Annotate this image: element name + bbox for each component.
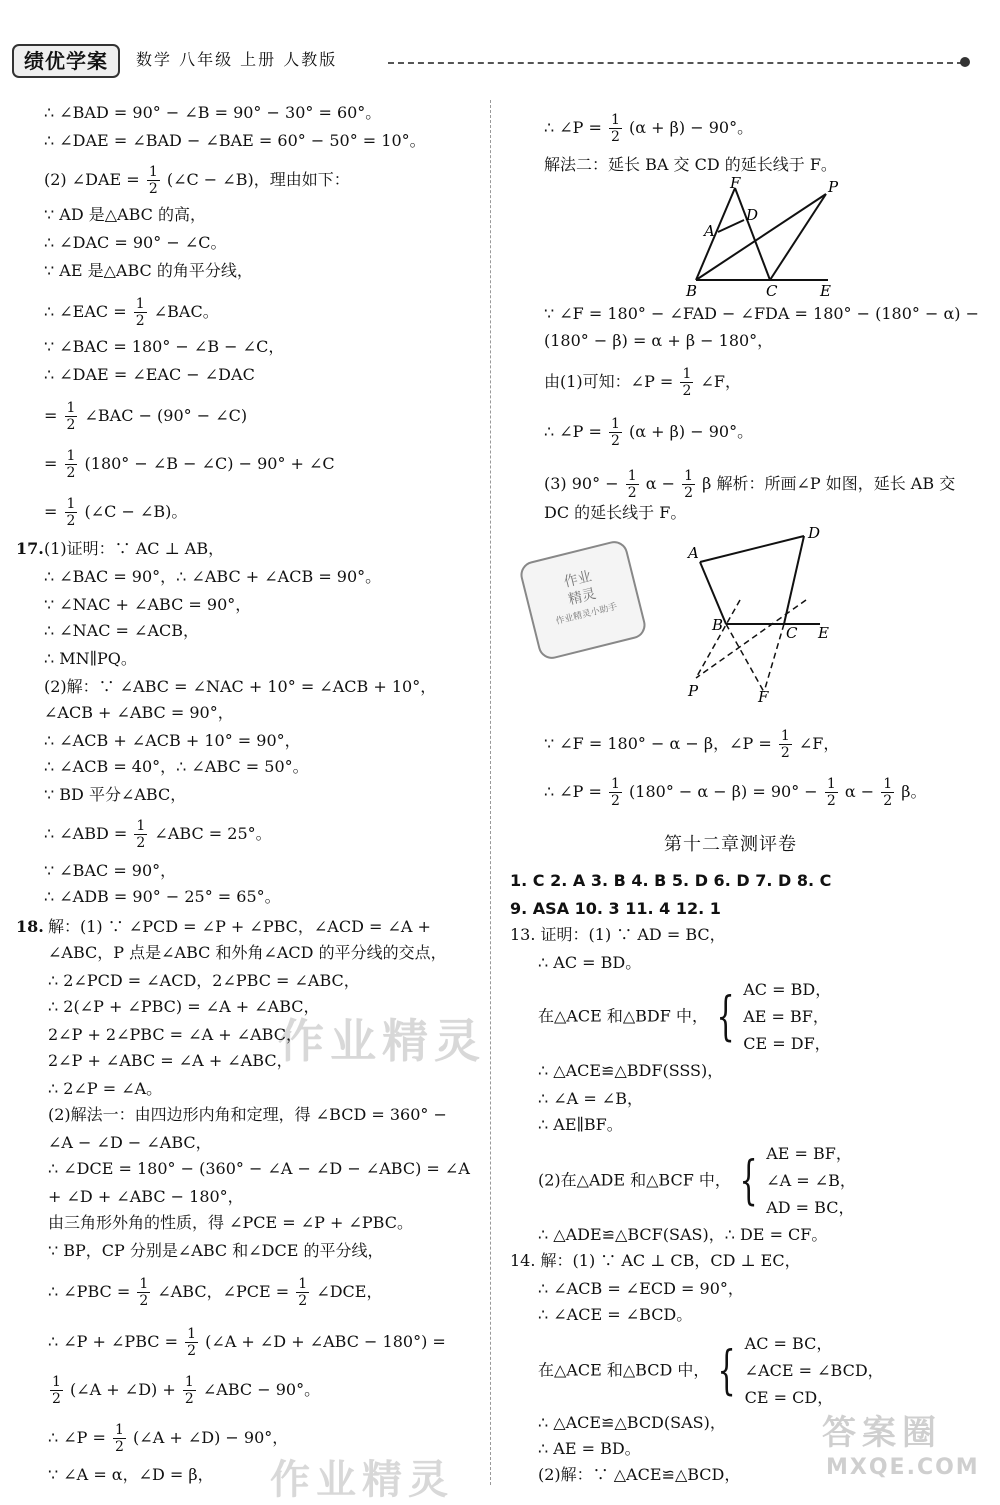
text-line: ∴ ∠ACB + ∠ACB + 10° = 90°， [44, 731, 301, 750]
text-line: ∴ AC = BD。 [538, 953, 642, 972]
text-line: ∵ AE 是△ABC 的角平分线， [44, 261, 253, 280]
fraction [825, 776, 838, 809]
fraction [881, 776, 894, 809]
system-rows [766, 1140, 856, 1221]
text-segment: (3) 90° − [544, 474, 619, 493]
text-line: ∴ AE = BD。 [538, 1439, 641, 1458]
text-line: ∴ ∠ACB = 40°，∴ ∠ABC = 50°。 [44, 757, 309, 776]
numerator: 1 [780, 728, 790, 744]
label-D: D [808, 524, 821, 542]
system-rows [743, 976, 831, 1057]
fraction [682, 468, 695, 501]
text-segment: 由(1)可知：∠P = [544, 372, 674, 391]
text-segment: (∠C − ∠B)，理由如下： [166, 170, 350, 189]
denominator: 2 [611, 793, 620, 809]
geometry-figure-2 [680, 524, 850, 704]
text-line: 14. 解：(1) ∵ AC ⊥ CB，CD ⊥ EC， [510, 1251, 801, 1270]
text-line: 2∠P + 2∠PBC = ∠A + ∠ABC， [48, 1025, 302, 1044]
denominator: 2 [52, 1391, 61, 1407]
text-segment: ∠BAC − (90° − ∠C) [84, 406, 248, 425]
text-line: ∵ BP，CP 分别是∠ABC 和∠DCE 的平分线， [48, 1241, 384, 1260]
fraction [65, 400, 78, 433]
denominator: 2 [187, 1343, 196, 1359]
denominator: 2 [136, 835, 146, 851]
text-segment: = [44, 454, 58, 473]
fraction [65, 496, 78, 529]
text-line: ∴ ∠BAC = 90°，∴ ∠ABC + ∠ACB = 90°。 [44, 567, 382, 586]
text-line: (2)解法一：由四边形内角和定理，得 ∠BCD = 360° − [48, 1105, 447, 1124]
text-line: ∠A − ∠D − ∠ABC， [48, 1133, 212, 1152]
text-line-with-fraction [544, 776, 927, 809]
fraction [296, 1276, 309, 1309]
text-segment: ∠ABC − 90°。 [202, 1380, 321, 1399]
system-row: AC = BD， [743, 980, 832, 999]
system-row: ∠A = ∠B， [766, 1171, 856, 1190]
text-line: ∴ ∠DCE = 180° − (360° − ∠A − ∠D − ∠ABC) = ∠A [48, 1159, 470, 1178]
numerator: 1 [627, 468, 637, 484]
text-segment: = [44, 406, 58, 425]
label-C: C [786, 624, 798, 642]
text-line: 由三角形外角的性质，得 ∠PCE = ∠P + ∠PBC。 [48, 1213, 413, 1232]
fraction [609, 776, 622, 809]
question-number: 18. [16, 917, 44, 936]
text-line: 解：(1) ∵ ∠PCD = ∠P + ∠PBC，∠ACD = ∠A + [48, 917, 431, 936]
numerator: 1 [66, 496, 76, 512]
text-segment: ∠ABC = 25°。 [154, 824, 272, 843]
text-segment: ∠DCE， [316, 1282, 383, 1301]
denominator: 2 [883, 793, 893, 809]
text-line: (2)解：∵ ∠ABC = ∠NAC + 10° = ∠ACB + 10°， [44, 677, 437, 696]
text-line: ∴ ∠NAC = ∠ACB， [44, 621, 200, 640]
text-segment: β。 [901, 782, 927, 801]
text-line-with-fraction [544, 366, 741, 399]
text-segment: ∵ ∠F = 180° − α − β，∠P = [544, 734, 772, 753]
denominator: 2 [66, 513, 76, 529]
label-B: B [686, 282, 698, 300]
text-segment: ∠F， [798, 734, 840, 753]
fraction [147, 164, 160, 197]
line-AD [700, 536, 804, 562]
line-AB [700, 562, 726, 624]
numerator: 1 [611, 776, 620, 792]
fraction [779, 728, 792, 761]
text-segment: (180° − α − β) = 90° − [629, 782, 818, 801]
label-F: F [758, 688, 769, 704]
text-segment: (∠C − ∠B)。 [84, 502, 188, 521]
text-line: ∴ ∠ACE = ∠BCD。 [538, 1305, 693, 1324]
watermark-url: MXQE.COM [826, 1455, 980, 1480]
denominator: 2 [115, 1439, 124, 1455]
text-segment: α − [844, 782, 875, 801]
label-C: C [766, 282, 778, 300]
text-line: ∴ AE∥BF。 [538, 1115, 623, 1134]
geometry-figure-1 [680, 176, 850, 300]
fraction [680, 366, 693, 399]
text-line-with-fraction [48, 1326, 446, 1359]
brace-icon: { [717, 1340, 737, 1401]
fraction [137, 1276, 150, 1309]
numerator: 1 [883, 776, 893, 792]
text-segment: α − [645, 474, 676, 493]
text-segment: ∴ ∠ABD = [44, 824, 128, 843]
text-line: ∴ ∠A = ∠B， [538, 1089, 643, 1108]
watermark-center: 作业精灵 [278, 1014, 486, 1068]
answer-line: 1. C 2. A 3. B 4. B 5. D 6. D 7. D 8. C [510, 871, 832, 890]
denominator: 2 [684, 485, 694, 501]
text-segment: ∴ ∠P = [544, 422, 602, 441]
stamp-image [518, 538, 649, 662]
fraction [113, 1422, 126, 1455]
system-row: CE = CD， [744, 1388, 834, 1407]
text-segment: ∴ ∠PBC = [48, 1282, 131, 1301]
text-line: + ∠D + ∠ABC − 180°， [48, 1187, 244, 1206]
text-line: 2∠P + ∠ABC = ∠A + ∠ABC， [48, 1051, 293, 1070]
text-line-with-fraction [544, 468, 955, 501]
text-line: ∴ △ACE≌△BCD(SAS)， [538, 1413, 726, 1432]
text-line: ∵ AD 是△ABC 的高， [44, 205, 206, 224]
text-line: 13. 证明：(1) ∵ AD = BC， [510, 925, 726, 944]
system-row: ∠ACE = ∠BCD， [744, 1361, 884, 1380]
numerator: 1 [611, 416, 620, 432]
denominator: 2 [611, 129, 620, 145]
text-line-with-fraction [44, 448, 335, 481]
text-segment: (α + β) − 90°。 [629, 118, 754, 137]
text-segment: = [44, 502, 58, 521]
fraction [134, 296, 147, 329]
system-row: AE = BF， [743, 1007, 829, 1026]
text-line: ∴ 2∠P = ∠A。 [48, 1079, 163, 1098]
column-divider [490, 100, 491, 1485]
watermark-bottom: 作业精灵 [270, 1457, 454, 1503]
text-segment: ∴ ∠EAC = [44, 302, 127, 321]
text-line-with-fraction [544, 416, 753, 449]
fraction [65, 448, 78, 481]
line-BP-dashed [696, 600, 740, 678]
text-line: ∴ MN∥PQ。 [44, 649, 137, 668]
label-D: D [746, 206, 759, 224]
text-line: ∠ABC，P 点是∠ABC 和外角∠ACD 的平分线的交点， [48, 943, 447, 962]
text-line: ∴ ∠DAC = 90° − ∠C。 [44, 233, 227, 252]
text-segment: (α + β) − 90°。 [629, 422, 754, 441]
denominator: 2 [780, 745, 790, 761]
question-number: 17. [16, 539, 44, 558]
system-row: AD = BC， [766, 1198, 855, 1217]
line-DC [784, 536, 804, 624]
subject-info: 数学 八年级 上册 人教版 [136, 50, 338, 69]
text-segment: (∠A + ∠D) − 90°， [133, 1428, 289, 1447]
text-segment: ∴ ∠P = [544, 782, 602, 801]
text-line: ∴ ∠ACB = ∠ECD = 90°， [538, 1279, 744, 1298]
denominator: 2 [627, 485, 637, 501]
text-segment: β 解析：所画∠P 如图，延长 AB 交 [702, 474, 956, 493]
text-segment: ∠ABC，∠PCE = [157, 1282, 290, 1301]
label-B: B [712, 616, 724, 634]
system-row: AE = BF， [766, 1144, 852, 1163]
stamp-text: 作业精灵小助手 [554, 602, 619, 628]
text-line: ∵ ∠NAC + ∠ABC = 90°， [44, 595, 252, 614]
text-segment: (∠A + ∠D + ∠ABC − 180°) = [205, 1332, 446, 1351]
text-line-with-fraction [48, 1374, 320, 1407]
text-line: ∴ 2(∠P + ∠PBC) = ∠A + ∠ABC， [48, 997, 320, 1016]
numerator: 1 [136, 818, 146, 834]
answer-line: 9. ASA 10. 3 11. 4 12. 1 [510, 899, 721, 918]
text-segment: ∴ ∠P = [48, 1428, 106, 1447]
fraction [609, 112, 622, 145]
numerator: 1 [66, 448, 76, 464]
text-segment: 在△ACE 和△BDF 中， [538, 1006, 708, 1026]
fraction [626, 468, 639, 501]
fraction [185, 1326, 198, 1359]
denominator: 2 [682, 383, 692, 399]
text-line: ∴ 2∠PCD = ∠ACD，2∠PBC = ∠ABC， [48, 971, 360, 990]
header-dot-icon [960, 57, 970, 67]
text-segment: ∠F， [700, 372, 741, 391]
stamp-text: 精灵 [566, 585, 598, 609]
numerator: 1 [684, 468, 694, 484]
numerator: 1 [148, 164, 158, 180]
label-A: A [688, 544, 699, 562]
fraction [134, 818, 147, 851]
numerator: 1 [135, 296, 145, 312]
text-line-with-fraction [48, 1276, 382, 1309]
fraction [609, 416, 622, 449]
fraction [183, 1374, 196, 1407]
label-F: F [730, 176, 741, 192]
line-BP [696, 194, 826, 280]
line-BF-dashed [726, 624, 764, 692]
denominator: 2 [139, 1293, 149, 1309]
denominator: 2 [148, 181, 158, 197]
text-line: 解法二：延长 BA 交 CD 的延长线于 F。 [544, 155, 837, 174]
page-header [0, 0, 1000, 86]
text-line: ∵ ∠A = α，∠D = β， [48, 1465, 214, 1484]
header-divider [388, 62, 963, 64]
numerator: 1 [52, 1374, 61, 1390]
numerator: 1 [611, 112, 620, 128]
text-segment: (2)在△ADE 和△BCF 中， [538, 1170, 731, 1190]
label-P: P [688, 682, 699, 700]
text-line-with-fraction [44, 164, 350, 197]
text-segment: (∠A + ∠D) + [70, 1380, 176, 1399]
numerator: 1 [184, 1374, 194, 1390]
text-line-with-fraction [44, 296, 219, 329]
brace-icon: { [716, 986, 735, 1047]
text-line: ∵ ∠F = 180° − ∠FAD − ∠FDA = 180° − (180° − α) − [544, 304, 980, 323]
brace-icon: { [739, 1150, 758, 1211]
text-line: ∴ ∠ADB = 90° − 25° = 65°。 [44, 887, 281, 906]
text-line: ∵ ∠BAC = 90°， [44, 861, 177, 880]
text-line-with-fraction [44, 400, 247, 433]
text-segment: ∴ ∠P + ∠PBC = [48, 1332, 178, 1351]
text-line: ∵ ∠BAC = 180° − ∠B − ∠C， [44, 337, 285, 356]
text-line: DC 的延长线于 F。 [544, 503, 687, 522]
system-row: AC = BC， [744, 1334, 833, 1353]
text-line: ∵ BD 平分∠ABC， [44, 785, 187, 804]
denominator: 2 [66, 417, 76, 433]
system-rows [745, 1330, 884, 1411]
denominator: 2 [135, 313, 145, 329]
line-CF-dashed [764, 624, 784, 692]
numerator: 1 [187, 1326, 196, 1342]
text-line: ∴ △ACE≌△BDF(SSS)， [538, 1061, 724, 1080]
fraction [50, 1374, 63, 1407]
equation-system [538, 976, 831, 1060]
label-E: E [818, 624, 829, 642]
text-line: (1)证明：∵ AC ⊥ AB， [44, 539, 225, 558]
system-row: CE = DF， [743, 1034, 831, 1053]
text-line-with-fraction [44, 818, 272, 851]
text-line: (2)解：∵ △ACE≌△BCD， [538, 1465, 741, 1484]
text-segment: ∴ ∠P = [544, 118, 602, 137]
text-line: ∠ACB + ∠ABC = 90°， [44, 703, 234, 722]
text-segment: 在△ACE 和△BCD 中， [538, 1360, 710, 1380]
stamp-text: 作业 [562, 568, 594, 591]
numerator: 1 [682, 366, 692, 382]
denominator: 2 [298, 1293, 308, 1309]
text-line: ∴ △ADE≌△BCF(SAS)，∴ DE = CF。 [538, 1225, 828, 1244]
text-line: ∴ ∠DAE = ∠EAC − ∠DAC [44, 365, 255, 384]
label-P: P [828, 178, 839, 196]
denominator: 2 [66, 465, 76, 481]
numerator: 1 [826, 776, 836, 792]
numerator: 1 [66, 400, 76, 416]
text-segment: (180° − ∠B − ∠C) − 90° + ∠C [84, 454, 335, 473]
text-line: ∴ ∠DAE = ∠BAD − ∠BAE = 60° − 50° = 10°。 [44, 131, 426, 150]
denominator: 2 [184, 1391, 194, 1407]
label-E: E [820, 282, 831, 300]
text-line: ∴ ∠BAD = 90° − ∠B = 90° − 30° = 60°。 [44, 103, 382, 122]
text-segment: ∠BAC。 [153, 302, 219, 321]
brand-label: 绩优学案 [12, 44, 120, 78]
text-line-with-fraction [48, 1422, 288, 1455]
watermark-logo: 答案圈 [822, 1413, 942, 1453]
text-line: (180° − β) = α + β − 180°， [544, 331, 774, 350]
denominator: 2 [826, 793, 836, 809]
label-A: A [704, 222, 715, 240]
text-line-with-fraction [44, 496, 187, 529]
section-title: 第十二章测评卷 [664, 834, 797, 855]
text-segment: (2) ∠DAE = [44, 170, 140, 189]
text-line-with-fraction [544, 112, 753, 145]
numerator: 1 [139, 1276, 149, 1292]
equation-system [538, 1330, 884, 1414]
text-line-with-fraction [544, 728, 839, 761]
line-AD [718, 220, 744, 232]
numerator: 1 [298, 1276, 308, 1292]
numerator: 1 [115, 1422, 124, 1438]
line-CP [770, 194, 826, 280]
equation-system [538, 1140, 856, 1224]
denominator: 2 [611, 433, 620, 449]
